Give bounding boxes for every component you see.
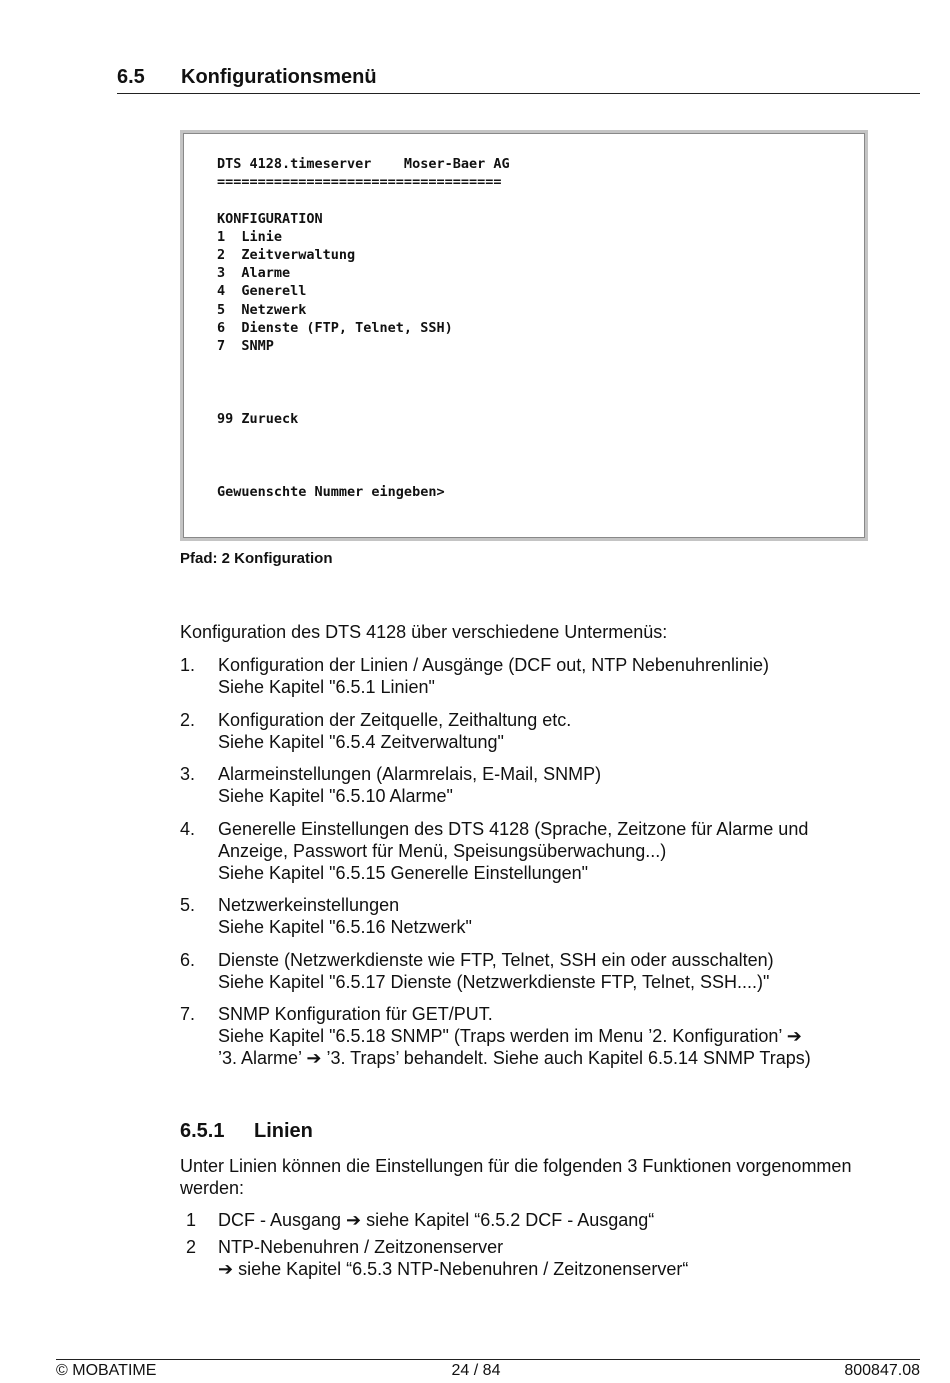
list-item-text: Siehe Kapitel "6.5.15 Generelle Einstellungen" — [218, 862, 589, 883]
list-item — [180, 763, 880, 807]
terminal-line — [217, 373, 510, 391]
list-item — [180, 654, 880, 698]
terminal-line — [217, 446, 510, 464]
section-number: 6.5 — [117, 66, 145, 88]
page-footer — [56, 1359, 920, 1379]
list-item-text: Siehe Kapitel "6.5.17 Dienste (Netzwerkdienste FTP, Telnet, SSH....)" — [218, 971, 770, 992]
list-item-text: Konfiguration der Zeitquelle, Zeithaltung etc. — [218, 709, 572, 730]
terminal-line: 7 SNMP — [217, 338, 274, 355]
list-item-text: Netzwerkeinstellungen — [218, 895, 400, 915]
terminal-line — [217, 191, 510, 209]
terminal-line: 6 Dienste (FTP, Telnet, SSH) — [217, 319, 453, 336]
list-item-number: 4. — [180, 818, 196, 839]
list-item-number: 2. — [180, 709, 196, 730]
list-item-text: Siehe Kapitel "6.5.1 Linien" — [218, 677, 435, 697]
footer-page-number: 24 / 84 — [451, 1362, 501, 1379]
terminal-line: 4 Generell — [217, 283, 307, 300]
terminal-screenshot — [180, 130, 868, 541]
subsection-heading — [180, 1120, 313, 1143]
terminal-line: KONFIGURATION — [217, 210, 323, 227]
section-title: Konfigurationsmenü — [181, 66, 377, 88]
list-item-text: Siehe Kapitel "6.5.4 Zeitverwaltung" — [218, 731, 504, 752]
list-item-text: DCF - Ausgang ➔ siehe Kapitel “6.5.2 DCF - Ausgang“ — [218, 1210, 655, 1230]
list-item-text: Siehe Kapitel "6.5.10 Alarme" — [218, 786, 453, 806]
figure-caption: Pfad: 2 Konfiguration — [180, 550, 333, 567]
terminal-line: =================================== — [217, 174, 502, 191]
list-item — [180, 1209, 880, 1231]
terminal-line: Gewuenschte Nummer eingeben> — [217, 483, 445, 500]
intro-paragraph: Konfiguration des DTS 4128 über verschiedene Untermenüs: — [180, 622, 668, 642]
list-item-text: Konfiguration der Linien / Ausgänge (DCF out, NTP Nebenuhrenlinie) — [218, 655, 769, 675]
list-item-number: 3. — [180, 764, 196, 784]
terminal-line: 3 Alarme — [217, 265, 291, 282]
terminal-line — [217, 464, 510, 482]
list-item-text: ’3. Alarme’ ➔ ’3. Traps’ behandelt. Siehe auch Kapitel 6.5.14 SNMP Traps) — [218, 1048, 811, 1068]
terminal-line: 2 Zeitverwaltung — [217, 247, 356, 264]
terminal-line: 1 Linie — [217, 228, 283, 245]
list-item-text: Generelle Einstellungen des DTS 4128 (Sprache, Zeitzone für Alarme und — [218, 818, 809, 839]
terminal-line: DTS 4128.timeserver Moser-Baer AG — [217, 156, 510, 172]
terminal-line — [217, 355, 510, 373]
subsection-intro: Unter Linien können die Einstellungen für die folgenden 3 Funktionen vorgenommen werden: — [180, 1156, 852, 1198]
terminal-line: 5 Netzwerk — [217, 301, 307, 318]
list-item-number: 6. — [180, 949, 196, 970]
terminal-line — [217, 392, 510, 410]
terminal-line — [217, 428, 510, 446]
list-item — [180, 818, 880, 884]
list-item-text: NTP-Nebenuhren / Zeitzonenserver — [218, 1237, 504, 1257]
list-item — [180, 1003, 880, 1069]
list-item-text: SNMP Konfiguration für GET/PUT. — [218, 1004, 493, 1024]
list-item-number: 2 — [186, 1237, 197, 1257]
list-item-number: 5. — [180, 895, 196, 915]
subsection-number: 6.5.1 — [180, 1120, 225, 1142]
submenu-list — [180, 654, 880, 1080]
footer-doc-number: 800847.08 — [844, 1362, 920, 1379]
list-item-text: Alarmeinstellungen (Alarmrelais, E-Mail, SNMP) — [218, 764, 602, 784]
list-item-text: ➔ siehe Kapitel “6.5.3 NTP-Nebenuhren / Zeitzonenserver“ — [218, 1259, 689, 1279]
list-item-text: Anzeige, Passwort für Menü, Speisungsüberwachung...) — [218, 840, 667, 861]
list-item-text: Siehe Kapitel "6.5.16 Netzwerk" — [218, 917, 472, 937]
section-heading — [117, 66, 920, 94]
list-item-number: 1 — [186, 1210, 197, 1230]
list-item — [180, 949, 880, 993]
list-item — [180, 1236, 880, 1280]
functions-list — [180, 1209, 880, 1285]
subsection-title: Linien — [254, 1120, 313, 1142]
list-item-text: Siehe Kapitel "6.5.18 SNMP" (Traps werden im Menu ’2. Konfiguration’ ➔ — [218, 1026, 802, 1046]
list-item — [180, 709, 880, 753]
list-item — [180, 894, 880, 938]
list-item-text: Dienste (Netzwerkdienste wie FTP, Telnet, SSH ein oder ausschalten) — [218, 949, 774, 970]
footer-copyright: © MOBATIME — [56, 1362, 157, 1379]
terminal-line: 99 Zurueck — [217, 410, 299, 427]
list-item-number: 7. — [180, 1004, 196, 1024]
terminal-text — [217, 155, 510, 501]
list-item-number: 1. — [180, 655, 196, 675]
